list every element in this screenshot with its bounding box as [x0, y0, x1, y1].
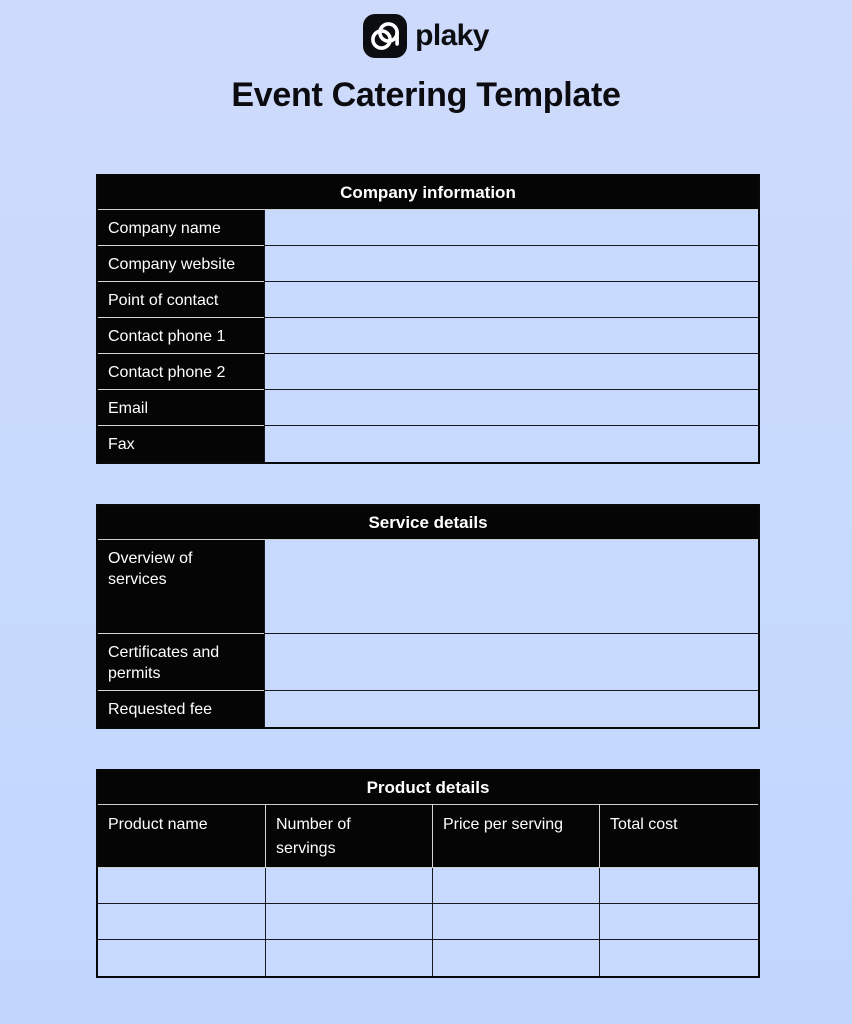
contact-phone-2-label: Contact phone 2: [98, 354, 264, 390]
table-row: [98, 634, 758, 691]
field-company-website[interactable]: [264, 246, 758, 282]
field-requested-fee[interactable]: [264, 691, 758, 727]
table-row: [98, 246, 758, 282]
total-cost-column-header: Total cost: [600, 805, 758, 868]
field-point-of-contact[interactable]: [264, 282, 758, 318]
certificates-and-permits-label: Certificates and permits: [98, 634, 264, 691]
table-header-row: [98, 771, 758, 805]
table-row: [98, 868, 758, 904]
table-row: [98, 426, 758, 462]
table-row: [98, 210, 758, 246]
product-details-table: [96, 769, 760, 978]
product-cell[interactable]: [433, 868, 600, 904]
email-label: Email: [98, 390, 264, 426]
page-header: [0, 0, 852, 117]
company-website-label: Company website: [98, 246, 264, 282]
product-cell[interactable]: [600, 868, 758, 904]
field-certificates-and-permits[interactable]: [264, 634, 758, 691]
service-details-header: Service details: [98, 506, 758, 540]
plaky-logo-icon: [363, 14, 407, 58]
product-cell[interactable]: [600, 904, 758, 940]
table-row: [98, 540, 758, 634]
product-cell[interactable]: [98, 904, 266, 940]
company-information-header: Company information: [98, 176, 758, 210]
product-cell[interactable]: [266, 940, 433, 976]
field-email[interactable]: [264, 390, 758, 426]
product-cell[interactable]: [433, 904, 600, 940]
field-contact-phone-1[interactable]: [264, 318, 758, 354]
table-row: [98, 940, 758, 976]
product-cell[interactable]: [98, 940, 266, 976]
table-header-row: [98, 506, 758, 540]
product-cell[interactable]: [98, 868, 266, 904]
table-row: [98, 390, 758, 426]
contact-phone-1-label: Contact phone 1: [98, 318, 264, 354]
table-row: [98, 691, 758, 727]
template-body: [96, 174, 760, 978]
number-of-servings-column-header: Number of servings: [266, 805, 433, 868]
requested-fee-label: Requested fee: [98, 691, 264, 727]
field-overview-of-services[interactable]: [264, 540, 758, 634]
company-information-table: [96, 174, 760, 464]
table-row: [98, 904, 758, 940]
table-row: [98, 318, 758, 354]
product-details-header: Product details: [98, 771, 758, 805]
column-header-row: [98, 805, 758, 868]
table-row: [98, 354, 758, 390]
product-cell[interactable]: [600, 940, 758, 976]
company-name-label: Company name: [98, 210, 264, 246]
field-fax[interactable]: [264, 426, 758, 462]
page-title: Event Catering Template: [231, 76, 621, 114]
point-of-contact-label: Point of contact: [98, 282, 264, 318]
overview-of-services-label: Overview of services: [98, 540, 264, 634]
service-details-table: [96, 504, 760, 729]
plaky-wordmark: plaky: [415, 19, 489, 52]
table-row: [98, 282, 758, 318]
product-cell[interactable]: [266, 868, 433, 904]
price-per-serving-column-header: Price per serving: [433, 805, 600, 868]
table-header-row: [98, 176, 758, 210]
product-name-column-header: Product name: [98, 805, 266, 868]
field-company-name[interactable]: [264, 210, 758, 246]
product-cell[interactable]: [433, 940, 600, 976]
product-cell[interactable]: [266, 904, 433, 940]
fax-label: Fax: [98, 426, 264, 462]
plaky-logo: [0, 14, 852, 58]
field-contact-phone-2[interactable]: [264, 354, 758, 390]
